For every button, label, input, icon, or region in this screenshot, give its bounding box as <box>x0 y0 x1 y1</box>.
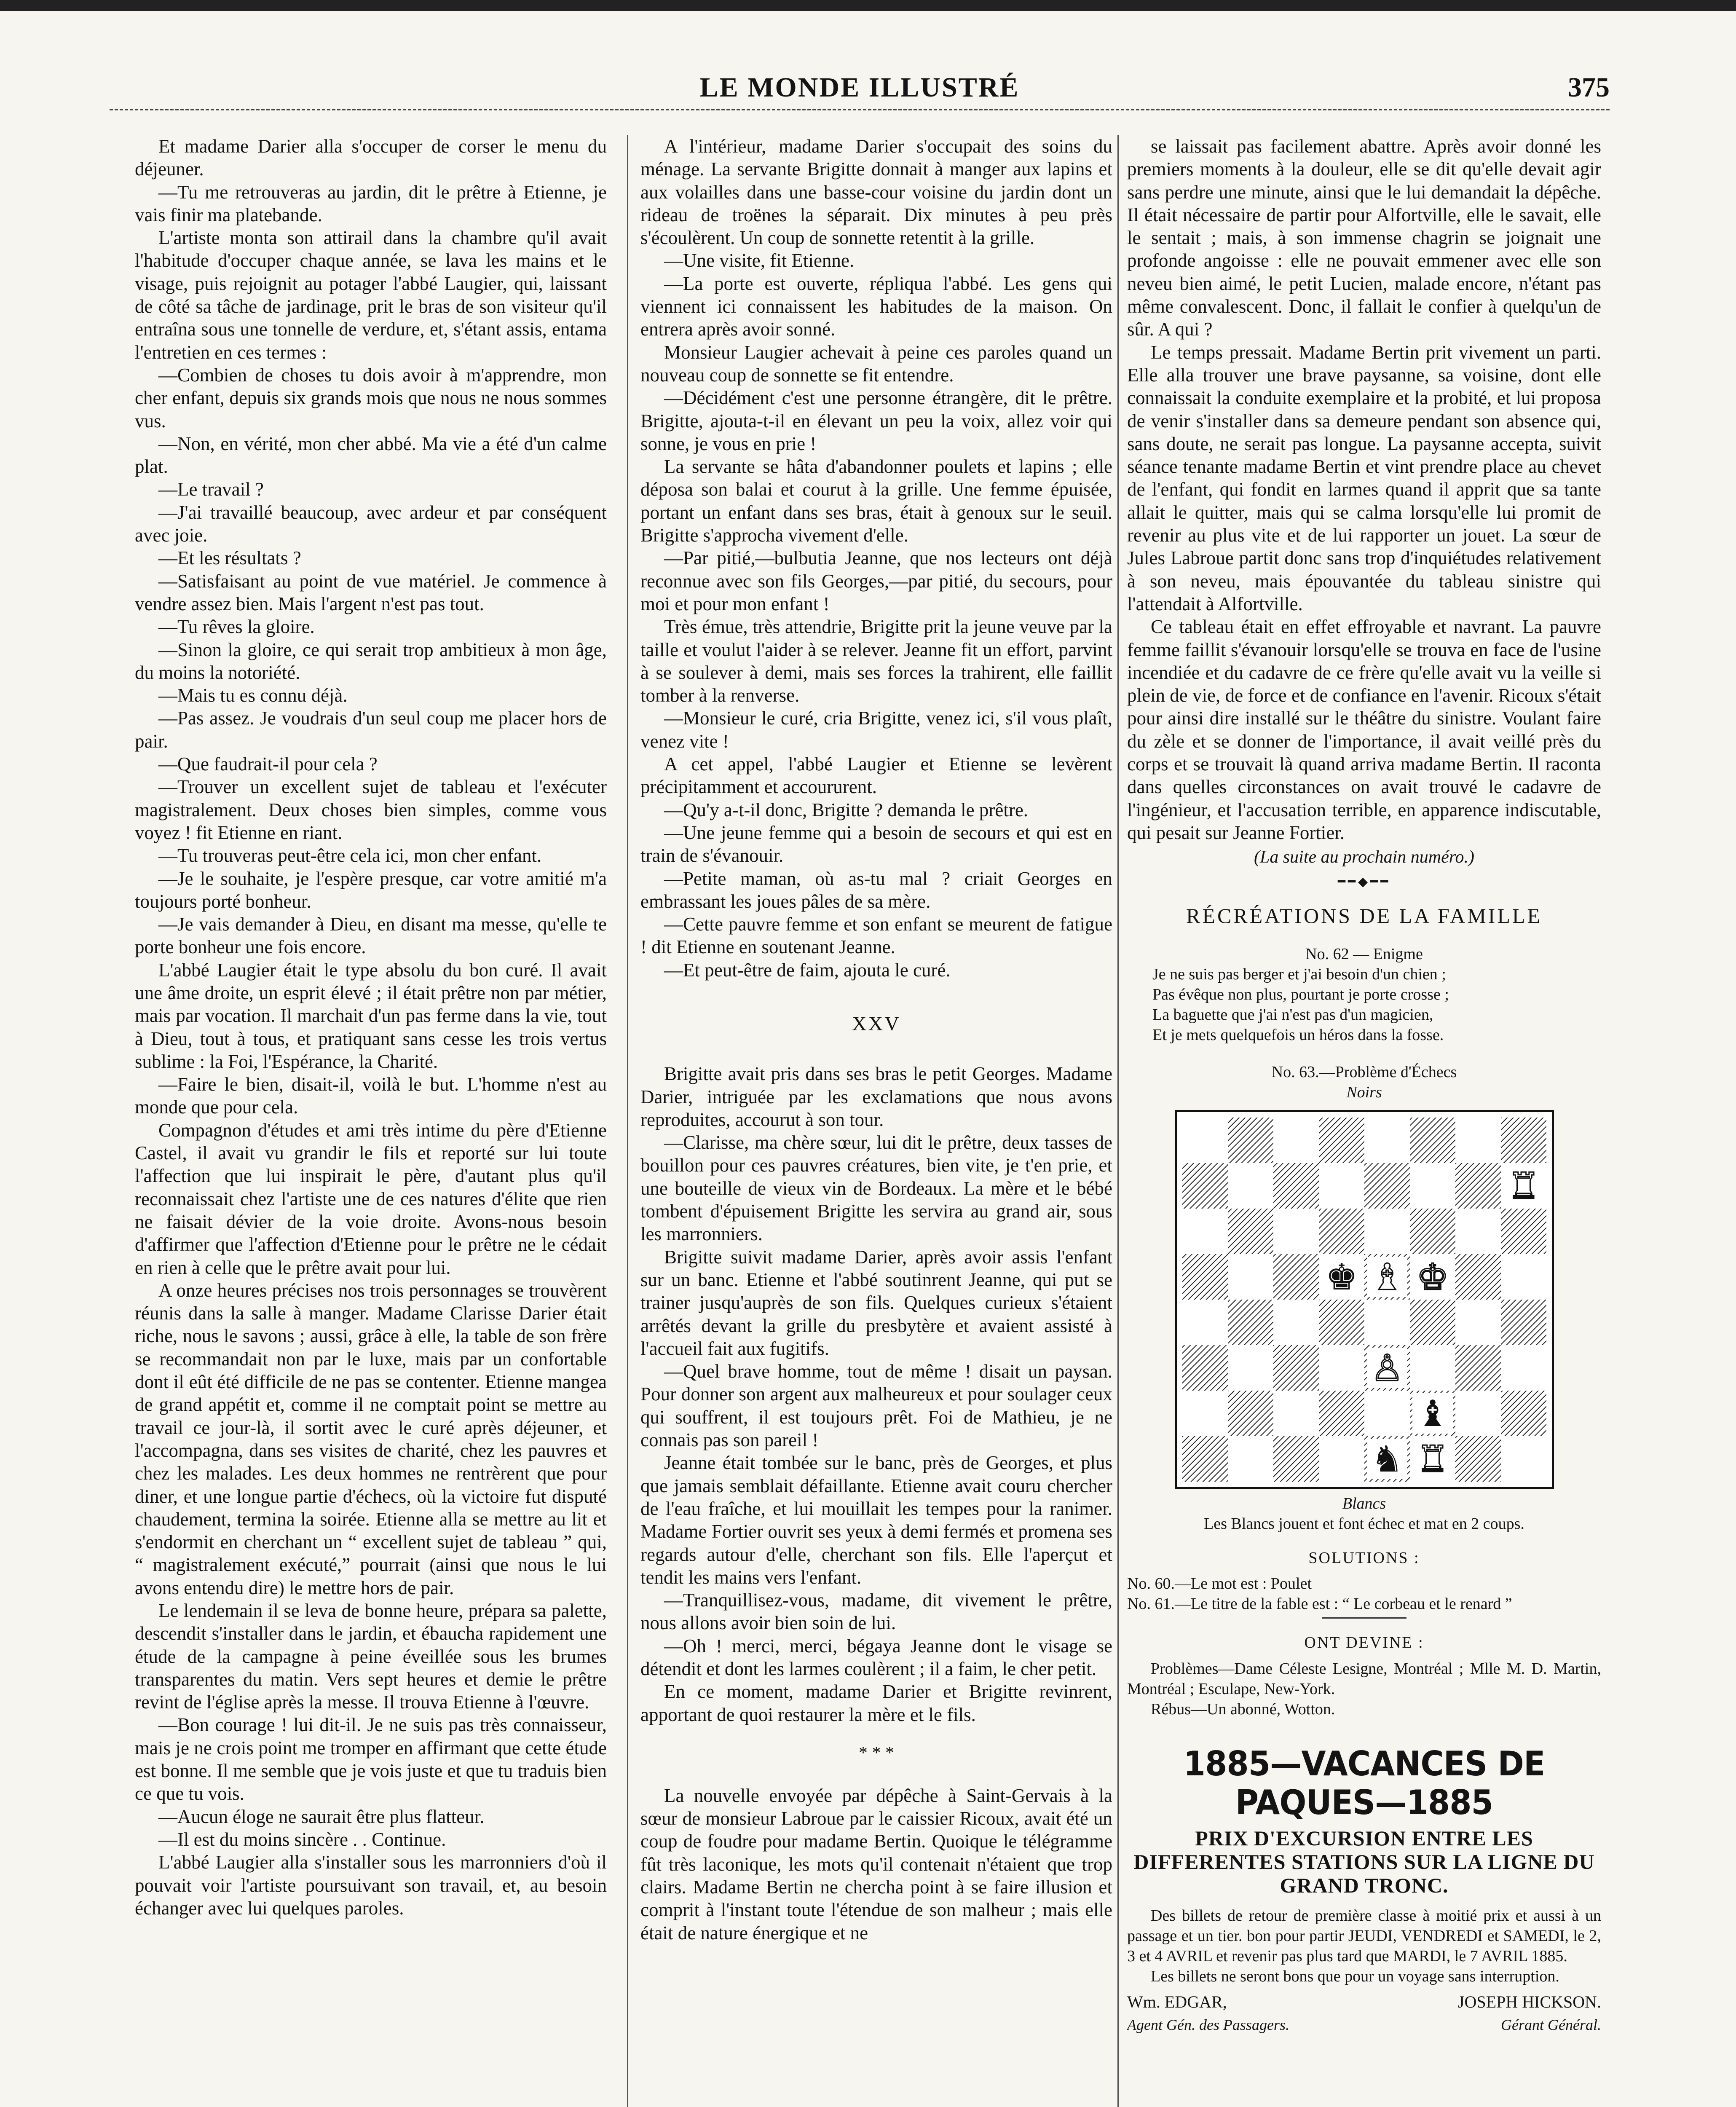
chess-piece: ♞ <box>1370 1438 1404 1481</box>
chess-square <box>1410 1300 1455 1345</box>
paragraph: —La porte est ouverte, répliqua l'abbé. Les gens qui viennent ici connaissent les habitudes de la maison. On entrera après avoir sonné. <box>640 273 1112 340</box>
paragraph: —Décidément c'est une personne étrangère, dit le prêtre. Brigitte, ajouta-t-il en élevant un peu la voix, allez voir qui sonne, je vous en prie ! <box>640 387 1112 454</box>
paragraph: —Qu'y a-t-il donc, Brigitte ? demanda le prêtre. <box>664 799 1029 820</box>
paragraph: —Monsieur le curé, cria Brigitte, venez ici, s'il vous plaît, venez vite ! <box>640 708 1112 752</box>
ad-signatures <box>1127 1991 1601 2013</box>
chess-diagram <box>1171 1110 1558 1489</box>
chess-square <box>1182 1163 1228 1209</box>
ornament-divider: ━━◆━━ <box>1337 874 1391 889</box>
chess-square <box>1228 1209 1273 1254</box>
chess-piece: ♜ <box>1416 1438 1449 1481</box>
chess-square <box>1364 1209 1410 1254</box>
chess-square <box>1319 1345 1364 1391</box>
paragraph: L'artiste monta son attirail dans la chambre qu'il avait l'habitude d'occuper chaque année, se lava les mains et le visage, puis rejoignit au potager l'abbé Laugier, qui, laissant de côté sa tâche de jardinage, prit le bras de son visiteur qu'il entraîna sous une tonnelle de verdure, et, s'étant assis, entama l'entretien en ces termes : <box>135 227 607 363</box>
chess-square <box>1182 1254 1228 1300</box>
page-header <box>110 72 1610 110</box>
chess-square <box>1228 1254 1273 1300</box>
chess-square <box>1410 1163 1455 1209</box>
chess-square <box>1228 1300 1273 1345</box>
chess-square <box>1273 1118 1319 1163</box>
chess-square <box>1273 1163 1319 1209</box>
paragraph: —Une jeune femme qui a besoin de secours et qui est en train de s'évanouir. <box>640 822 1112 866</box>
chess-square <box>1455 1118 1501 1163</box>
chess-square <box>1501 1118 1546 1163</box>
paragraph: —Non, en vérité, mon cher abbé. Ma vie a été d'un calme plat. <box>135 433 607 477</box>
chess-square <box>1273 1209 1319 1254</box>
chess-square <box>1273 1436 1319 1482</box>
ad-signature-titles <box>1127 2013 1601 2036</box>
signatory-left: Wm. EDGAR, <box>1127 1992 1227 2011</box>
chess-label-blancs: Blancs <box>1342 1495 1386 1513</box>
chess-square <box>1501 1300 1546 1345</box>
solutions-heading: SOLUTIONS : <box>1308 1549 1420 1567</box>
chess-square <box>1455 1436 1501 1482</box>
section-break-stars: * * * <box>859 1743 894 1763</box>
chess-square <box>1319 1391 1364 1436</box>
chess-square <box>1228 1436 1273 1482</box>
chess-square <box>1410 1209 1455 1254</box>
paragraph: En ce moment, madame Darier et Brigitte revinrent, apportant de quoi restaurer la mère et le fils. <box>640 1681 1112 1725</box>
header-rule <box>110 109 1610 110</box>
chess-square <box>1182 1436 1228 1482</box>
column-divider <box>627 135 628 2107</box>
paragraph: Très émue, très attendrie, Brigitte prit la jeune veuve par la taille et voulut l'aider à se relever. Jeanne fit un effort, parvint à se soulever à demi, mais ses forces la trahirent, elle faillit tomber à la renverse. <box>640 616 1112 706</box>
chess-square <box>1319 1436 1364 1482</box>
chess-caption: Les Blancs jouent et font échec et mat en 2 coups. <box>1204 1515 1524 1533</box>
paragraph: —Tu trouveras peut-être cela ici, mon cher enfant. <box>158 845 542 866</box>
chess-square <box>1364 1118 1410 1163</box>
paragraph: —Je vais demander à Dieu, en disant ma messe, qu'elle te porte bonheur une fois encore. <box>135 914 607 958</box>
paragraph: —Clarisse, ma chère sœur, lui dit le prêtre, deux tasses de bouillon pour ces pauvres créatures, bien vite, je t'en prie, et une bouteille de vieux vin de Bordeaux. La mère et le bébé tombent d'épuisement Brigitte les servira au grand air, sous les marronniers. <box>640 1132 1112 1245</box>
paragraph: —Petite maman, où as-tu mal ? criait Georges en embrassant les joues pâles de sa mère. <box>640 868 1112 912</box>
paragraph: L'abbé Laugier alla s'installer sous les marronniers d'où il pouvait voir l'artiste poursuivant son travail, et, au besoin échanger avec lui quelques paroles. <box>135 1852 607 1919</box>
paragraph: Ce tableau était en effet effroyable et navrant. La pauvre femme faillit s'évanouir lorsqu'elle se trouva en face de l'usine incendiée et du cadavre de ce frère qu'elle avait vu la veille si plein de vie, de force et de confiance en l'avenir. Ricoux s'était pour ainsi dire installé sur le théâtre du sinistre. Voulant faire du zèle et se donner de l'importance, il avait veillé près du corps et se trouvait là quand arriva madame Bertin. Il raconta dans quelles circonstances on avait trouvé le cadavre de l'ingénieur, et l'accusation terrible, en apparence indiscutable, qui pesait sur Jeanne Fortier. <box>1127 616 1601 843</box>
devine-item: Rébus—Un abonné, Wotton. <box>1151 1700 1335 1718</box>
signatory-right: JOSEPH HICKSON. <box>1457 1992 1601 2011</box>
chess-square <box>1319 1300 1364 1345</box>
paragraph: —Aucun éloge ne saurait être plus flatteur. <box>158 1806 485 1827</box>
chess-square <box>1319 1118 1364 1163</box>
paragraph: —Je le souhaite, je l'espère presque, car votre amitié m'a toujours porté bonheur. <box>135 868 607 912</box>
chess-problem-heading: No. 63.—Problème d'Échecs <box>1271 1063 1457 1081</box>
chess-square <box>1455 1209 1501 1254</box>
ad-title: 1885—VACANCES DE PAQUES—1885 <box>1183 1744 1545 1822</box>
chapter-heading: XXV <box>852 1012 901 1035</box>
paragraph: —Quel brave homme, tout de même ! disait un paysan. Pour donner son argent aux malheureux et pour soulager ceux qui souffrent, il est toujours prêt. Foi de Mathieu, je ne connais pas son pareil ! <box>640 1361 1112 1451</box>
paragraph: —Par pitié,—bulbutia Jeanne, que nos lecteurs ont déjà reconnue avec son fils Georges,—par pitié, du secours, pour moi et pour mon enfant ! <box>640 547 1112 614</box>
enigme-heading: No. 62 — Enigme <box>1305 945 1423 963</box>
paragraph: —J'ai travaillé beaucoup, avec ardeur et par conséquent avec joie. <box>135 501 607 546</box>
continuation-note: (La suite au prochain numéro.) <box>1254 847 1474 867</box>
paragraph: —Cette pauvre femme et son enfant se meurent de fatigue ! dit Etienne en soutenant Jeanne. <box>640 914 1112 958</box>
paragraph: Le temps pressait. Madame Bertin prit vivement un parti. Elle alla trouver une brave paysanne, sa voisine, dont elle connaissait la conduite exemplaire et la probité, et lui proposa de venir s'installer dans sa demeure pendant son absence qui, sans doute, ne serait pas longue. La paysanne accepta, suivit séance tenante madame Bertin et vint prendre place au chevet de l'enfant, qui fondit en larmes quand il apprit que sa tante allait le quitter, mais qui se calma lorsqu'elle lui promit de revenir au plus vite et de lui rapporter un jouet. La sœur de Jules Labroue partit donc sans trop d'inquiétudes relativement à son neveu, mais épouvantée du tableau sinistre qui l'attendait à Alfortville. <box>1127 341 1601 614</box>
chess-square <box>1319 1163 1364 1209</box>
enigme-line: Et je mets quelquefois un héros dans la fosse. <box>1152 1026 1444 1044</box>
solution-item: No. 61.—Le titre de la fable est : “ Le corbeau et le renard ” <box>1127 1595 1512 1613</box>
chess-piece: ♜ <box>1507 1165 1540 1208</box>
enigme-line: Pas évêque non plus, pourtant je porte crosse ; <box>1152 986 1449 1004</box>
chess-square <box>1364 1300 1410 1345</box>
paragraph: —Mais tu es connu déjà. <box>158 685 348 706</box>
paragraph: —Et les résultats ? <box>158 547 301 569</box>
chess-square <box>1273 1300 1319 1345</box>
paragraph: A onze heures précises nos trois personnages se trouvèrent réunis dans la salle à manger. Madame Clarisse Darier était riche, nous le savons ; aussi, grâce à elle, la table de son frère se recommandait non par le luxe, mais par un confortable dont il eût été difficile de ne pas se contenter. Etienne mangea de grand appétit et, comme il ne comptait point se mettre au travail ce jour-là, il sortit avec le curé après déjeuner, et l'accompagna, dans ses visites de charité, chez les pauvres et chez les malades. Les deux hommes ne rentrèrent que pour diner, et une longue partie d'échecs, où la victoire fut disputé chaudement, termina la soirée. Etienne alla se mettre au lit et s'endormit en cherchant un “ excellent sujet de tableau ” qui, “ magistralement exécuté,” pourrait (ainsi que nous le lui avons entendu dire) le mettre hors de pair. <box>135 1279 607 1598</box>
paragraph: Le lendemain il se leva de bonne heure, prépara sa palette, descendit s'installer dans le jardin, et ébaucha rapidement une étude de la campagne à peine éveillée sous les brumes transparentes du matin. Vers sept heures et demie le prêtre revint de l'église après la messe. Il trouva Etienne à l'œuvre. <box>135 1600 607 1713</box>
chess-square <box>1410 1345 1455 1391</box>
chess-board <box>1175 1110 1554 1489</box>
paragraph: —Que faudrait-il pour cela ? <box>158 753 378 775</box>
paragraph: —Le travail ? <box>158 479 264 500</box>
paragraph: Jeanne était tombée sur le banc, près de Georges, et plus que jamais semblait défaillante. Etienne avait couru chercher de l'eau fraîche, et lui mouillait les tempes pour la ranimer. Madame Fortier ouvrit ses yeux à demi fermés et promena ses regards autour d'elle, cherchant son fils. Elle l'aperçut et tendit les mains vers l'enfant. <box>640 1452 1112 1588</box>
chess-square <box>1182 1391 1228 1436</box>
chess-piece: ♝ <box>1416 1393 1449 1435</box>
paragraph: —Bon courage ! lui dit-il. Je ne suis pas très connaisseur, mais je ne crois point me tromper en affirmant que cette étude est bonne. Il me semble que je vois juste et que tu traduis bien ce que tu vois. <box>135 1714 607 1804</box>
paragraph: A cet appel, l'abbé Laugier et Etienne se levèrent précipitamment et accoururent. <box>640 753 1112 798</box>
chess-square <box>1455 1391 1501 1436</box>
paragraph: se laissait pas facilement abattre. Après avoir donné les premiers moments à la douleur, elle se dit qu'elle devait agir sans perdre une minute, ainsi que le lui demandait la dépêche. Il était nécessaire de partir pour Alfortville, elle le savait, elle le sentait ; mais, à son immense chagrin se joignait une profonde angoisse : elle ne pouvait emmener avec elle son neveu bien aimé, le petit Lucien, malade encore, n'étant pas même convalescent. Donc, il fallait le confier à quelqu'un de sûr. A qui ? <box>1127 136 1601 340</box>
solution-item: No. 60.—Le mot est : Poulet <box>1127 1575 1312 1593</box>
ad-body: Les billets ne seront bons que pour un voyage sans interruption. <box>1151 1967 1559 1985</box>
chess-square <box>1228 1118 1273 1163</box>
paragraph: —Tu rêves la gloire. <box>158 616 315 638</box>
paragraph: —Sinon la gloire, ce qui serait trop ambitieux à mon âge, du moins la notoriété. <box>135 639 607 683</box>
paragraph: —Il est du moins sincère . . Continue. <box>158 1828 446 1850</box>
chess-square <box>1182 1300 1228 1345</box>
paragraph: Monsieur Laugier achevait à peine ces paroles quand un nouveau coup de sonnette se fit entendre. <box>640 341 1112 386</box>
journal-title: LE MONDE ILLUSTRÉ <box>699 72 1020 103</box>
chess-square <box>1364 1163 1410 1209</box>
chess-square <box>1273 1345 1319 1391</box>
paragraph: —Une visite, fit Etienne. <box>664 250 855 271</box>
chess-square <box>1228 1391 1273 1436</box>
paragraph: L'abbé Laugier était le type absolu du bon curé. Il avait une âme droite, un esprit élevé ; il était prêtre non par métier, mais par vocation. Il marchait d'un pas ferme dans la vie, tout à Dieu, tout à tous, et pratiquant sans cesse les trois vertus sublime : la Foi, l'Espérance, la Charité. <box>135 959 607 1072</box>
paragraph: La servante se hâta d'abandonner poulets et lapins ; elle déposa son balai et courut à la grille. Une femme épuisée, portant un enfant dans ses bras, était à genoux sur le seuil. Brigitte s'approcha vivement d'elle. <box>640 456 1112 546</box>
paragraph: —Oh ! merci, merci, bégaya Jeanne dont le visage se détendit et dont les larmes coulèrent ; il a faim, le cher petit. <box>640 1635 1112 1679</box>
signatory-left-title: Agent Gén. des Passagers. <box>1127 2016 1289 2033</box>
chess-square <box>1273 1254 1319 1300</box>
paragraph: —Trouver un excellent sujet de tableau et l'exécuter magistralement. Deux choses bien simples, comme vous voyez ! fit Etienne en riant. <box>135 776 607 843</box>
paragraph: —Pas assez. Je voudrais d'un seul coup me placer hors de pair. <box>135 708 607 752</box>
chess-square <box>1273 1391 1319 1436</box>
chess-square <box>1455 1163 1501 1209</box>
chess-square <box>1182 1345 1228 1391</box>
ad-subtitle: PRIX D'EXCURSION ENTRE LES DIFFERENTES STATIONS SUR LA LIGNE DU GRAND TRONC. <box>1133 1826 1595 1897</box>
chess-square <box>1228 1345 1273 1391</box>
paragraph: Brigitte avait pris dans ses bras le petit Georges. Madame Darier, intriguée par les exclamations que nous avons reproduites, accourut à son tour. <box>640 1063 1112 1130</box>
paragraph: La nouvelle envoyée par dépêche à Saint-Gervais à la sœur de monsieur Labroue par le caissier Ricoux, avait été un coup de foudre pour madame Bertin. Quoique le télégramme fût très laconique, les mots qu'il contenait n'étaient que trop clairs. Madame Bertin ne chercha point à se faire illusion et comprit à l'instant toute l'étendue de son malheur ; mais elle était de nature énergique et ne <box>640 1785 1112 1943</box>
chess-square <box>1228 1163 1273 1209</box>
chess-square <box>1182 1209 1228 1254</box>
devine-heading: ONT DEVINE : <box>1304 1634 1424 1652</box>
chess-piece: ♙ <box>1370 1347 1404 1390</box>
paragraph: A l'intérieur, madame Darier s'occupait des soins du ménage. La servante Brigitte donnait à manger aux lapins et aux volailles dans une basse-cour voisine du jardin dont un rideau de troënes la séparait. Dix minutes à peu près s'écoulèrent. Un coup de sonnette retentit à la grille. <box>640 136 1112 249</box>
column-divider <box>1117 135 1119 2107</box>
signatory-right-title: Gérant Général. <box>1501 2016 1601 2033</box>
chess-square <box>1410 1118 1455 1163</box>
paragraph: —Tranquillisez-vous, madame, dit vivement le prêtre, nous allons avoir bien soin de lui. <box>640 1590 1112 1634</box>
chess-square <box>1501 1254 1546 1300</box>
paragraph: —Et peut-être de faim, ajouta le curé. <box>664 959 951 981</box>
column-1 <box>135 135 607 2107</box>
devine-item: Problèmes—Dame Céleste Lesigne, Montréal ; Mlle M. D. Martin, Montréal ; Esculape, New-York. <box>1127 1659 1601 1698</box>
chess-label-noirs: Noirs <box>1346 1083 1382 1102</box>
column-2 <box>640 135 1112 2107</box>
chess-square <box>1501 1209 1546 1254</box>
paragraph: Compagnon d'études et ami très intime du père d'Etienne Castel, il avait vu grandir le fils et reporté sur lui toute l'affection que lui inspirait le père, d'autant plus qu'il reconnaissait chez l'artiste une de ces natures d'élite que rien ne faisait dévier de la voie droite. Avons-nous besoin d'affirmer que l'affection d'Etienne pour le prêtre ne le cédait en rien à celle que le prêtre avait pour lui. <box>135 1119 607 1278</box>
chess-square <box>1455 1345 1501 1391</box>
paragraph: —Satisfaisant au point de vue matériel. Je commence à vendre assez bien. Mais l'argent n'est pas tout. <box>135 570 607 614</box>
chess-square <box>1455 1254 1501 1300</box>
chess-square <box>1182 1118 1228 1163</box>
enigme-line: Je ne suis pas berger et j'ai besoin d'un chien ; <box>1152 965 1446 984</box>
paragraph: —Faire le bien, disait-il, voilà le but. L'homme n'est au monde que pour cela. <box>135 1074 607 1118</box>
chess-square <box>1501 1391 1546 1436</box>
chess-square <box>1364 1391 1410 1436</box>
enigme-line: La baguette que j'ai n'est pas d'un magicien, <box>1152 1006 1433 1024</box>
chess-piece: ♝ <box>1370 1256 1404 1299</box>
chess-square <box>1319 1209 1364 1254</box>
top-border <box>0 0 1736 11</box>
column-3 <box>1127 135 1601 2107</box>
chess-piece: ♚ <box>1325 1256 1358 1299</box>
page-number: 375 <box>1568 72 1610 103</box>
short-rule <box>1322 1617 1406 1619</box>
paragraph: —Tu me retrouveras au jardin, dit le prêtre à Etienne, je vais finir ma platebande. <box>135 181 607 225</box>
paragraph: —Combien de choses tu dois avoir à m'apprendre, mon cher enfant, depuis six grands mois que nous ne nous sommes vus. <box>135 364 607 432</box>
chess-square <box>1501 1345 1546 1391</box>
chess-piece: ♚ <box>1416 1256 1449 1299</box>
recreations-title: RÉCRÉATIONS DE LA FAMILLE <box>1186 903 1542 928</box>
chess-square <box>1501 1436 1546 1482</box>
chess-square <box>1455 1300 1501 1345</box>
paragraph: Brigitte suivit madame Darier, après avoir assis l'enfant sur un banc. Etienne et l'abbé soutinrent Jeanne, qui put se trainer jusqu'auprès de son fils. Quelques curieux s'étaient arrêtés devant la grille du presbytère et avaient assisté à l'accueil fait aux fugitifs. <box>640 1246 1112 1359</box>
paragraph: Et madame Darier alla s'occuper de corser le menu du déjeuner. <box>135 136 607 180</box>
ad-body: Des billets de retour de première classe à moitié prix et aussi à un passage et un tier. bon pour partir JEUDI, VENDREDI et SAMEDI, le 2, 3 et 4 AVRIL et revenir pas plus tard que MARDI, le 7 AVRIL 1885. <box>1127 1906 1601 1965</box>
